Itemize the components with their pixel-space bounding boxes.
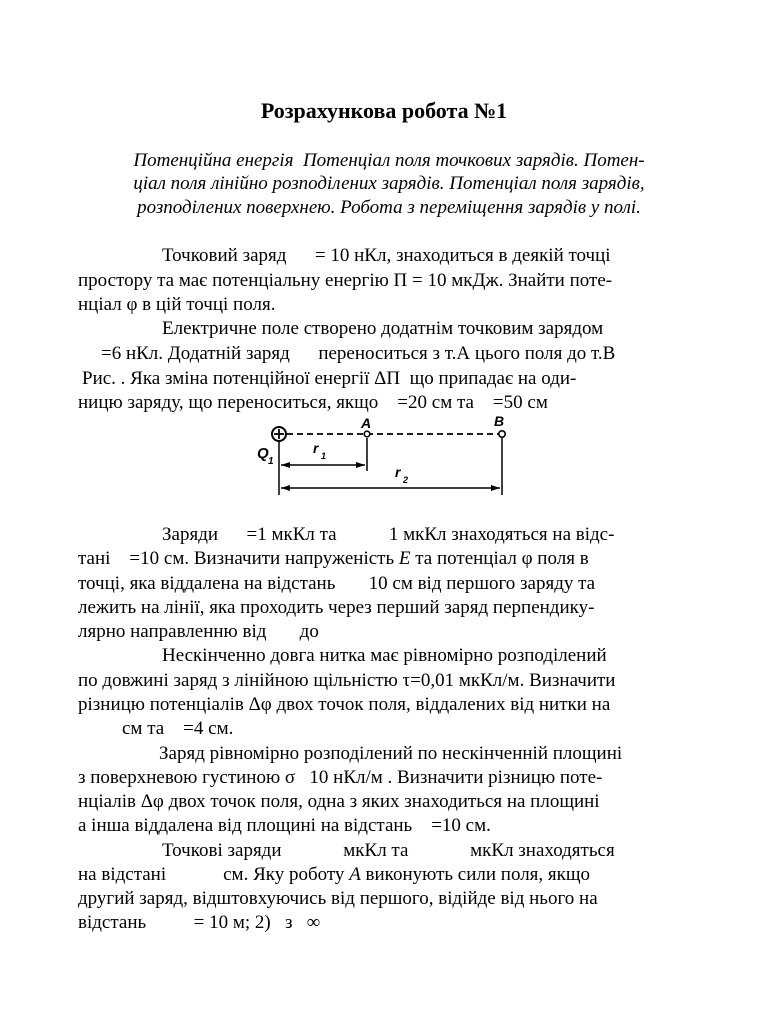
r1-label-subscript: 1 [321,451,327,461]
document-title: Розрахункова робота №1 [260,98,508,123]
problem-2-line-4: ницю заряду, що переноситься, якщо =20 см та =50 см [78,392,548,413]
problem-5-line-1: Заряд рівномірно розподілений по нескінченній площині [159,743,623,764]
problem-1-line-1: Точковий заряд = 10 нКл, знаходиться в деякій точці [162,245,611,266]
problem-4-line-4: см та =4 см. [122,718,234,739]
problem-3-line-3: точці, яка віддалена на відстань 10 см від першого заряду та [78,573,596,594]
problem-2-line-2: =6 нКл. Додатній заряд переноситься з т.А цього поля до т.В [101,343,616,364]
problem-3-line-4: лежить на лінії, яка проходить через перший заряд перпендику- [78,597,595,618]
problem-6-line-3: другий заряд, відштовхуючись від першого, відійде від нього на [78,888,598,909]
problem-4-line-2: по довжині заряд з лінійною щільністю τ=0,01 мкКл/м. Визначити [78,670,616,691]
problem-3-line-5: лярно направленню від до [78,621,319,642]
problem-1-line-2: простору та має потенціальну енергію П = 10 мкДж. Знайти поте- [78,270,613,291]
r1-arrow-right-icon [356,462,365,468]
problem-2-line-1: Електричне поле створено додатнім точковим зарядом [162,318,604,339]
subtitle-line-1: Потенційна енергія Потенціал поля точкових зарядів. Потен- [133,150,645,171]
problem-3-line-2 [78,548,589,570]
point-a-label: A [361,415,372,431]
problem-5-line-3: нціалів Δφ двох точок поля, одна з яких знаходиться на площині [78,791,600,812]
charge-label: Q [257,445,269,462]
r2-arrow-left-icon [281,485,290,491]
point-b-dot [499,431,505,437]
work-symbol: A [349,864,361,885]
r2-arrow-right-icon [491,485,500,491]
problem-5-line-4: а інша віддалена від площині на відстань =10 см. [78,815,491,836]
charge-label-subscript: 1 [268,456,274,467]
problem-3-line-2-end: та потенціал φ поля в [410,548,589,569]
point-b-label: B [494,415,505,429]
r2-label-subscript: 2 [403,475,409,485]
subtitle-line-2: ціал поля лінійно розподілених зарядів. Потенціал поля зарядів, [133,173,645,194]
problem-3-line-2-text: тані =10 см. Визначити напруженість [78,548,399,569]
problem-6-line-2-end: виконують сили поля, якщо [360,864,591,885]
problem-6-line-1: Точкові заряди мкКл та мкКл знаходяться [162,840,615,861]
problem-5-line-2: з поверхневою густиною σ 10 нКл/м . Визначити різницю поте- [78,767,603,788]
r2-label: r [395,464,401,480]
r1-label: r [313,440,319,456]
problem-6-line-4: відстань = 10 м; 2) з ∞ [78,912,321,933]
problem-3-line-1: Заряди =1 мкКл та 1 мкКл знаходяться на відс- [162,524,615,545]
problem-1-line-3: нціал φ в цій точці поля. [78,294,276,315]
problem-2-line-3: Рис. . Яка зміна потенційної енергії ΔП що припадає на оди- [82,368,577,389]
problem-4-line-1: Нескінченно довга нитка має рівномірно розподілений [162,645,607,666]
problem-6-line-2 [78,864,590,886]
problem-4-line-3: різницю потенціалів Δφ двох точок поля, віддалених від нитки на [78,694,611,715]
charge-diagram [250,415,530,505]
r1-arrow-left-icon [281,462,290,468]
problem-6-line-2-text: на відстані см. Яку роботу [78,864,350,885]
point-a-dot [364,431,370,437]
field-strength-symbol: E [398,548,411,569]
subtitle-line-3: розподілених поверхнею. Робота з переміщення зарядів у полі. [137,197,641,218]
